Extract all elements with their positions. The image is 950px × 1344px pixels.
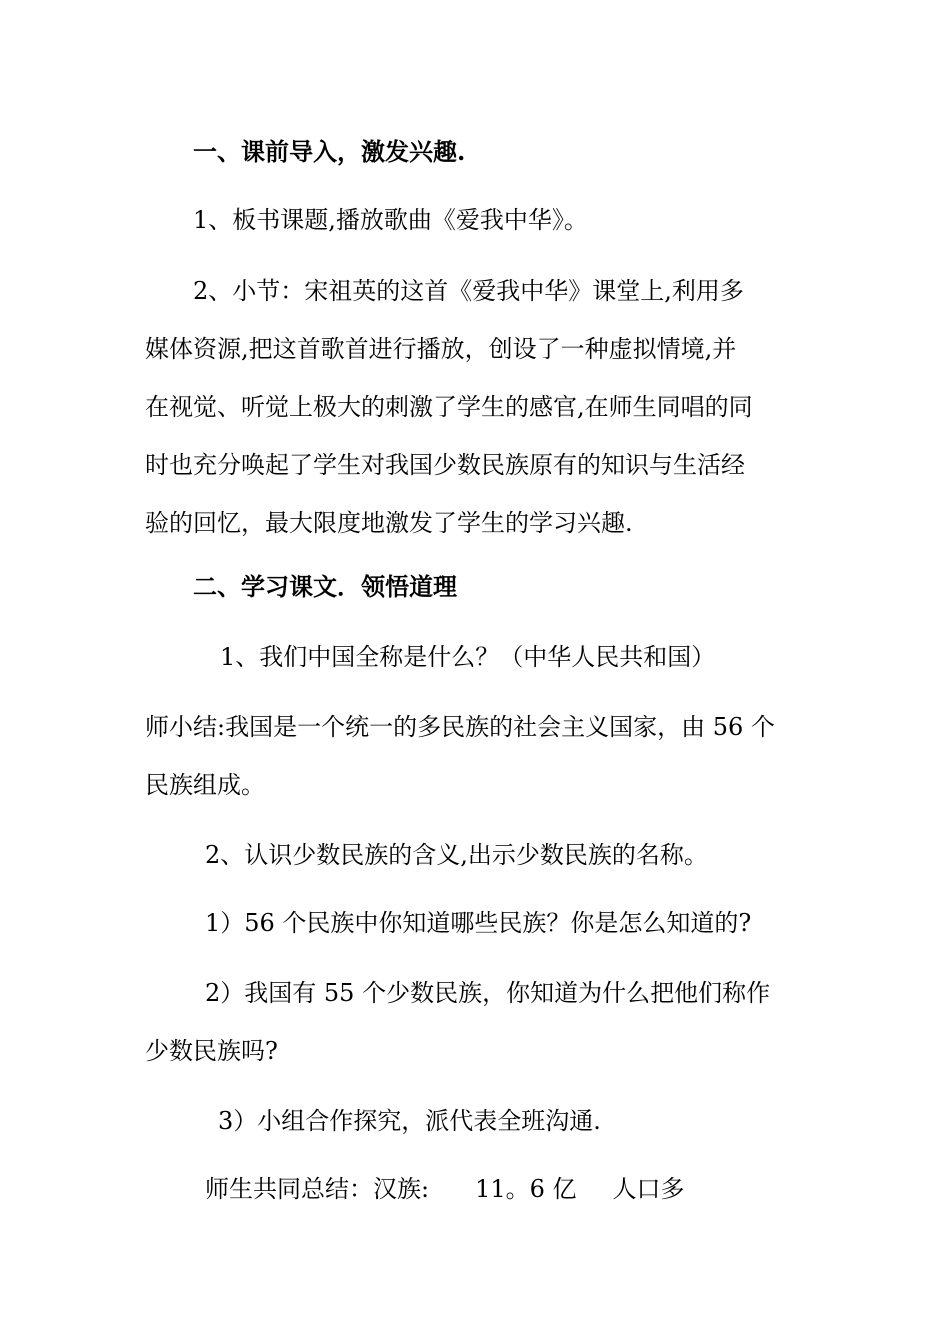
- paragraph-summary: [145, 262, 810, 552]
- paragraph-line: 媒体资源,把这首歌首进行播放，创设了一种虚拟情境,并: [145, 335, 737, 363]
- paragraph-line: 2）我国有 55 个少数民族，你知道为什么把他们称作: [205, 979, 771, 1007]
- sub-question-1: 1）56 个民族中你知道哪些民族？你是怎么知道的?: [205, 909, 752, 937]
- sub-question-3: 3）小组合作探究，派代表全班沟通.: [218, 1107, 601, 1135]
- sub-question-2: [145, 964, 810, 1080]
- paragraph-line: 师小结:我国是一个统一的多民族的社会主义国家，由 56 个: [145, 713, 775, 741]
- paragraph-line: 少数民族吗?: [145, 1037, 278, 1065]
- conclusion-note: 人口多: [612, 1175, 685, 1203]
- section-heading-1: 一、课前导入，激发兴趣.: [193, 137, 466, 166]
- question-1: 1、我们中国全称是什么？（中华人民共和国）: [220, 643, 716, 671]
- paragraph-line: 验的回忆，最大限度地激发了学生的学习兴趣.: [145, 509, 633, 537]
- conclusion-population: 11。6 亿: [475, 1175, 577, 1203]
- list-item-2: 2、认识少数民族的含义,出示少数民族的名称。: [205, 841, 708, 869]
- conclusion-label: 师生共同总结：汉族:: [205, 1175, 430, 1203]
- paragraph-line: 时也充分唤起了学生对我国少数民族原有的知识与生活经: [145, 451, 745, 479]
- conclusion-line: [205, 1174, 685, 1204]
- list-item-1: 1、板书课题,播放歌曲《爱我中华》。: [193, 206, 588, 234]
- paragraph-line: 2、小节：宋祖英的这首《爱我中华》课堂上,利用多: [193, 277, 744, 305]
- section-heading-2: 二、学习课文．领悟道理: [193, 572, 457, 601]
- teacher-summary: [145, 698, 810, 814]
- paragraph-line: 民族组成。: [145, 771, 265, 799]
- paragraph-line: 在视觉、听觉上极大的刺激了学生的感官,在师生同唱的同: [145, 393, 753, 421]
